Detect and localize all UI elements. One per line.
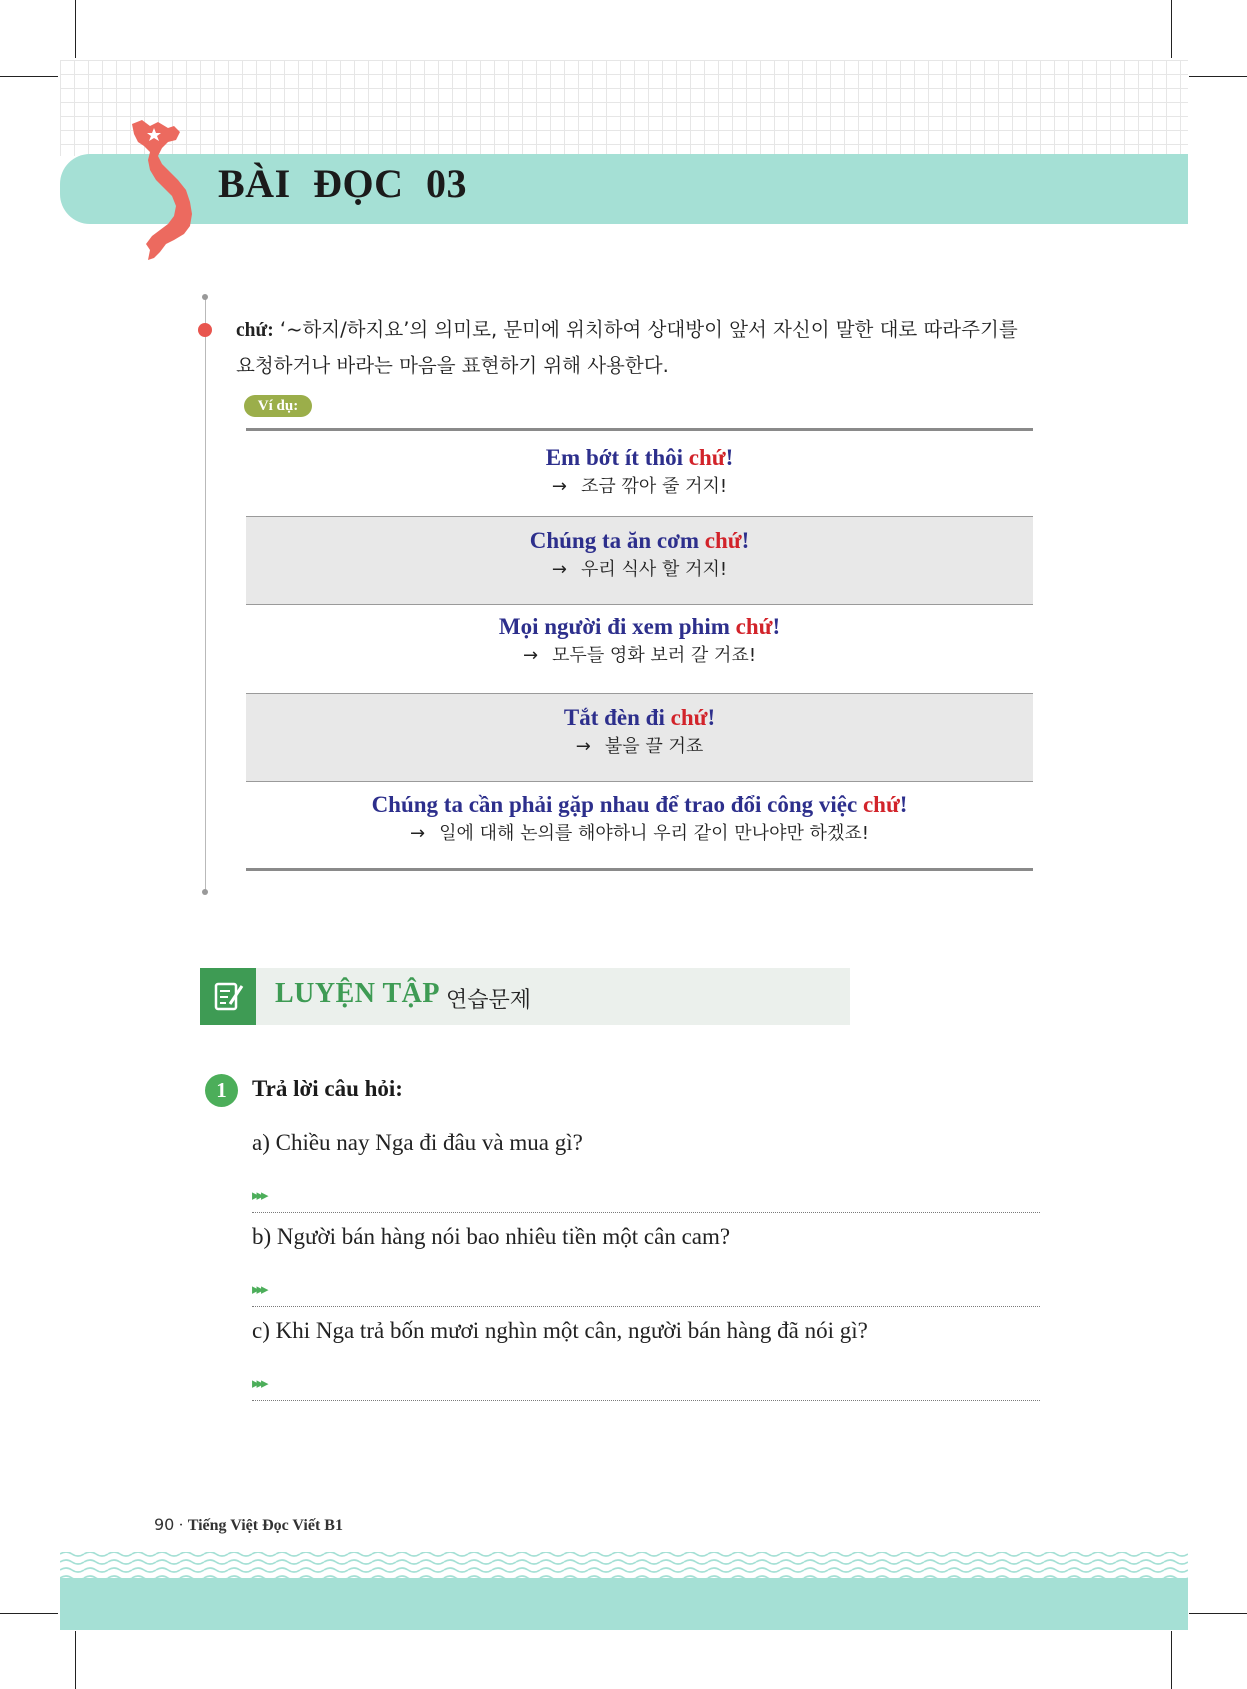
example-korean: → 조금 깎아 줄 거지!	[551, 476, 728, 497]
question-item: c) Khi Nga trả bốn mươi nghìn một cân, người bán hàng đã nói gì?	[252, 1318, 868, 1343]
timeline-dot	[202, 889, 208, 895]
example-vietnamese: Mọi người đi xem phim chứ!	[498, 614, 781, 639]
page-number: 90	[154, 1515, 175, 1534]
book-title: Tiếng Việt Đọc Viết B1	[187, 1517, 343, 1534]
example-row	[246, 516, 1033, 604]
practice-title-korean: 연습문제	[446, 988, 532, 1013]
footer-wave-band	[60, 1550, 1188, 1630]
example-vietnamese: Em bớt ít thôi chứ!	[545, 445, 734, 470]
example-row	[246, 781, 1033, 868]
page-title: BÀI ĐỌC 03	[218, 161, 468, 206]
timeline-dot	[202, 294, 208, 300]
section-timeline	[205, 297, 206, 892]
answer-marker-icon: ▸▸▸	[252, 1282, 266, 1298]
crop-mark	[1171, 1631, 1172, 1689]
example-row	[246, 604, 1033, 693]
grammar-explanation-text: ‘~하지/하지요’의 의미로, 문미에 위치하여 상대방이 앞서 자신이 말한 대로 따라주기를 요청하거나 바라는 마음을 표현하기 위해 사용한다.	[236, 318, 1018, 377]
answer-line[interactable]	[252, 1306, 1040, 1307]
question-number-badge: 1	[205, 1074, 238, 1107]
example-vietnamese: Chúng ta ăn cơm chứ!	[529, 528, 750, 553]
crop-mark	[75, 1631, 76, 1689]
practice-title: LUYỆN TẬP	[275, 978, 441, 1009]
bullet-dot	[198, 323, 212, 337]
answer-marker-icon: ▸▸▸	[252, 1376, 266, 1392]
example-korean: → 모두들 영화 보러 갈 거죠!	[522, 645, 757, 666]
question-item: b) Người bán hàng nói bao nhiêu tiền một cân cam?	[252, 1224, 731, 1249]
crop-mark	[1189, 76, 1247, 77]
crop-mark	[0, 76, 58, 77]
crop-mark	[1171, 0, 1172, 58]
example-vietnamese: Chúng ta cần phải gặp nhau để trao đổi công việc chứ!	[371, 792, 908, 817]
crop-mark	[1189, 1613, 1247, 1614]
grammar-keyword: chứ:	[236, 320, 274, 341]
example-row	[246, 431, 1033, 516]
question-title: Trả lời câu hỏi:	[252, 1076, 403, 1101]
answer-line[interactable]	[252, 1212, 1040, 1213]
question-item: a) Chiều nay Nga đi đâu và mua gì?	[252, 1130, 583, 1155]
example-row	[246, 693, 1033, 781]
example-label-badge: Ví dụ:	[244, 395, 312, 417]
example-korean: → 우리 식사 할 거지!	[551, 559, 728, 580]
header-grid-background	[60, 60, 1188, 156]
answer-marker-icon: ▸▸▸	[252, 1188, 266, 1204]
notepad-pencil-icon	[200, 968, 256, 1025]
answer-line[interactable]	[252, 1400, 1040, 1401]
vietnam-map-icon	[128, 118, 208, 266]
example-vietnamese: Tắt đèn đi chứ!	[563, 705, 716, 730]
examples-table	[246, 428, 1033, 871]
example-korean: → 불을 끌 거죠	[575, 736, 704, 757]
grammar-explanation	[236, 312, 1042, 383]
example-korean: → 일에 대해 논의를 해야하니 우리 같이 만나야만 하겠죠!	[410, 823, 869, 844]
crop-mark	[75, 0, 76, 58]
crop-mark	[0, 1613, 58, 1614]
page-footer	[154, 1515, 343, 1535]
footer-separator: ·	[178, 1517, 184, 1534]
